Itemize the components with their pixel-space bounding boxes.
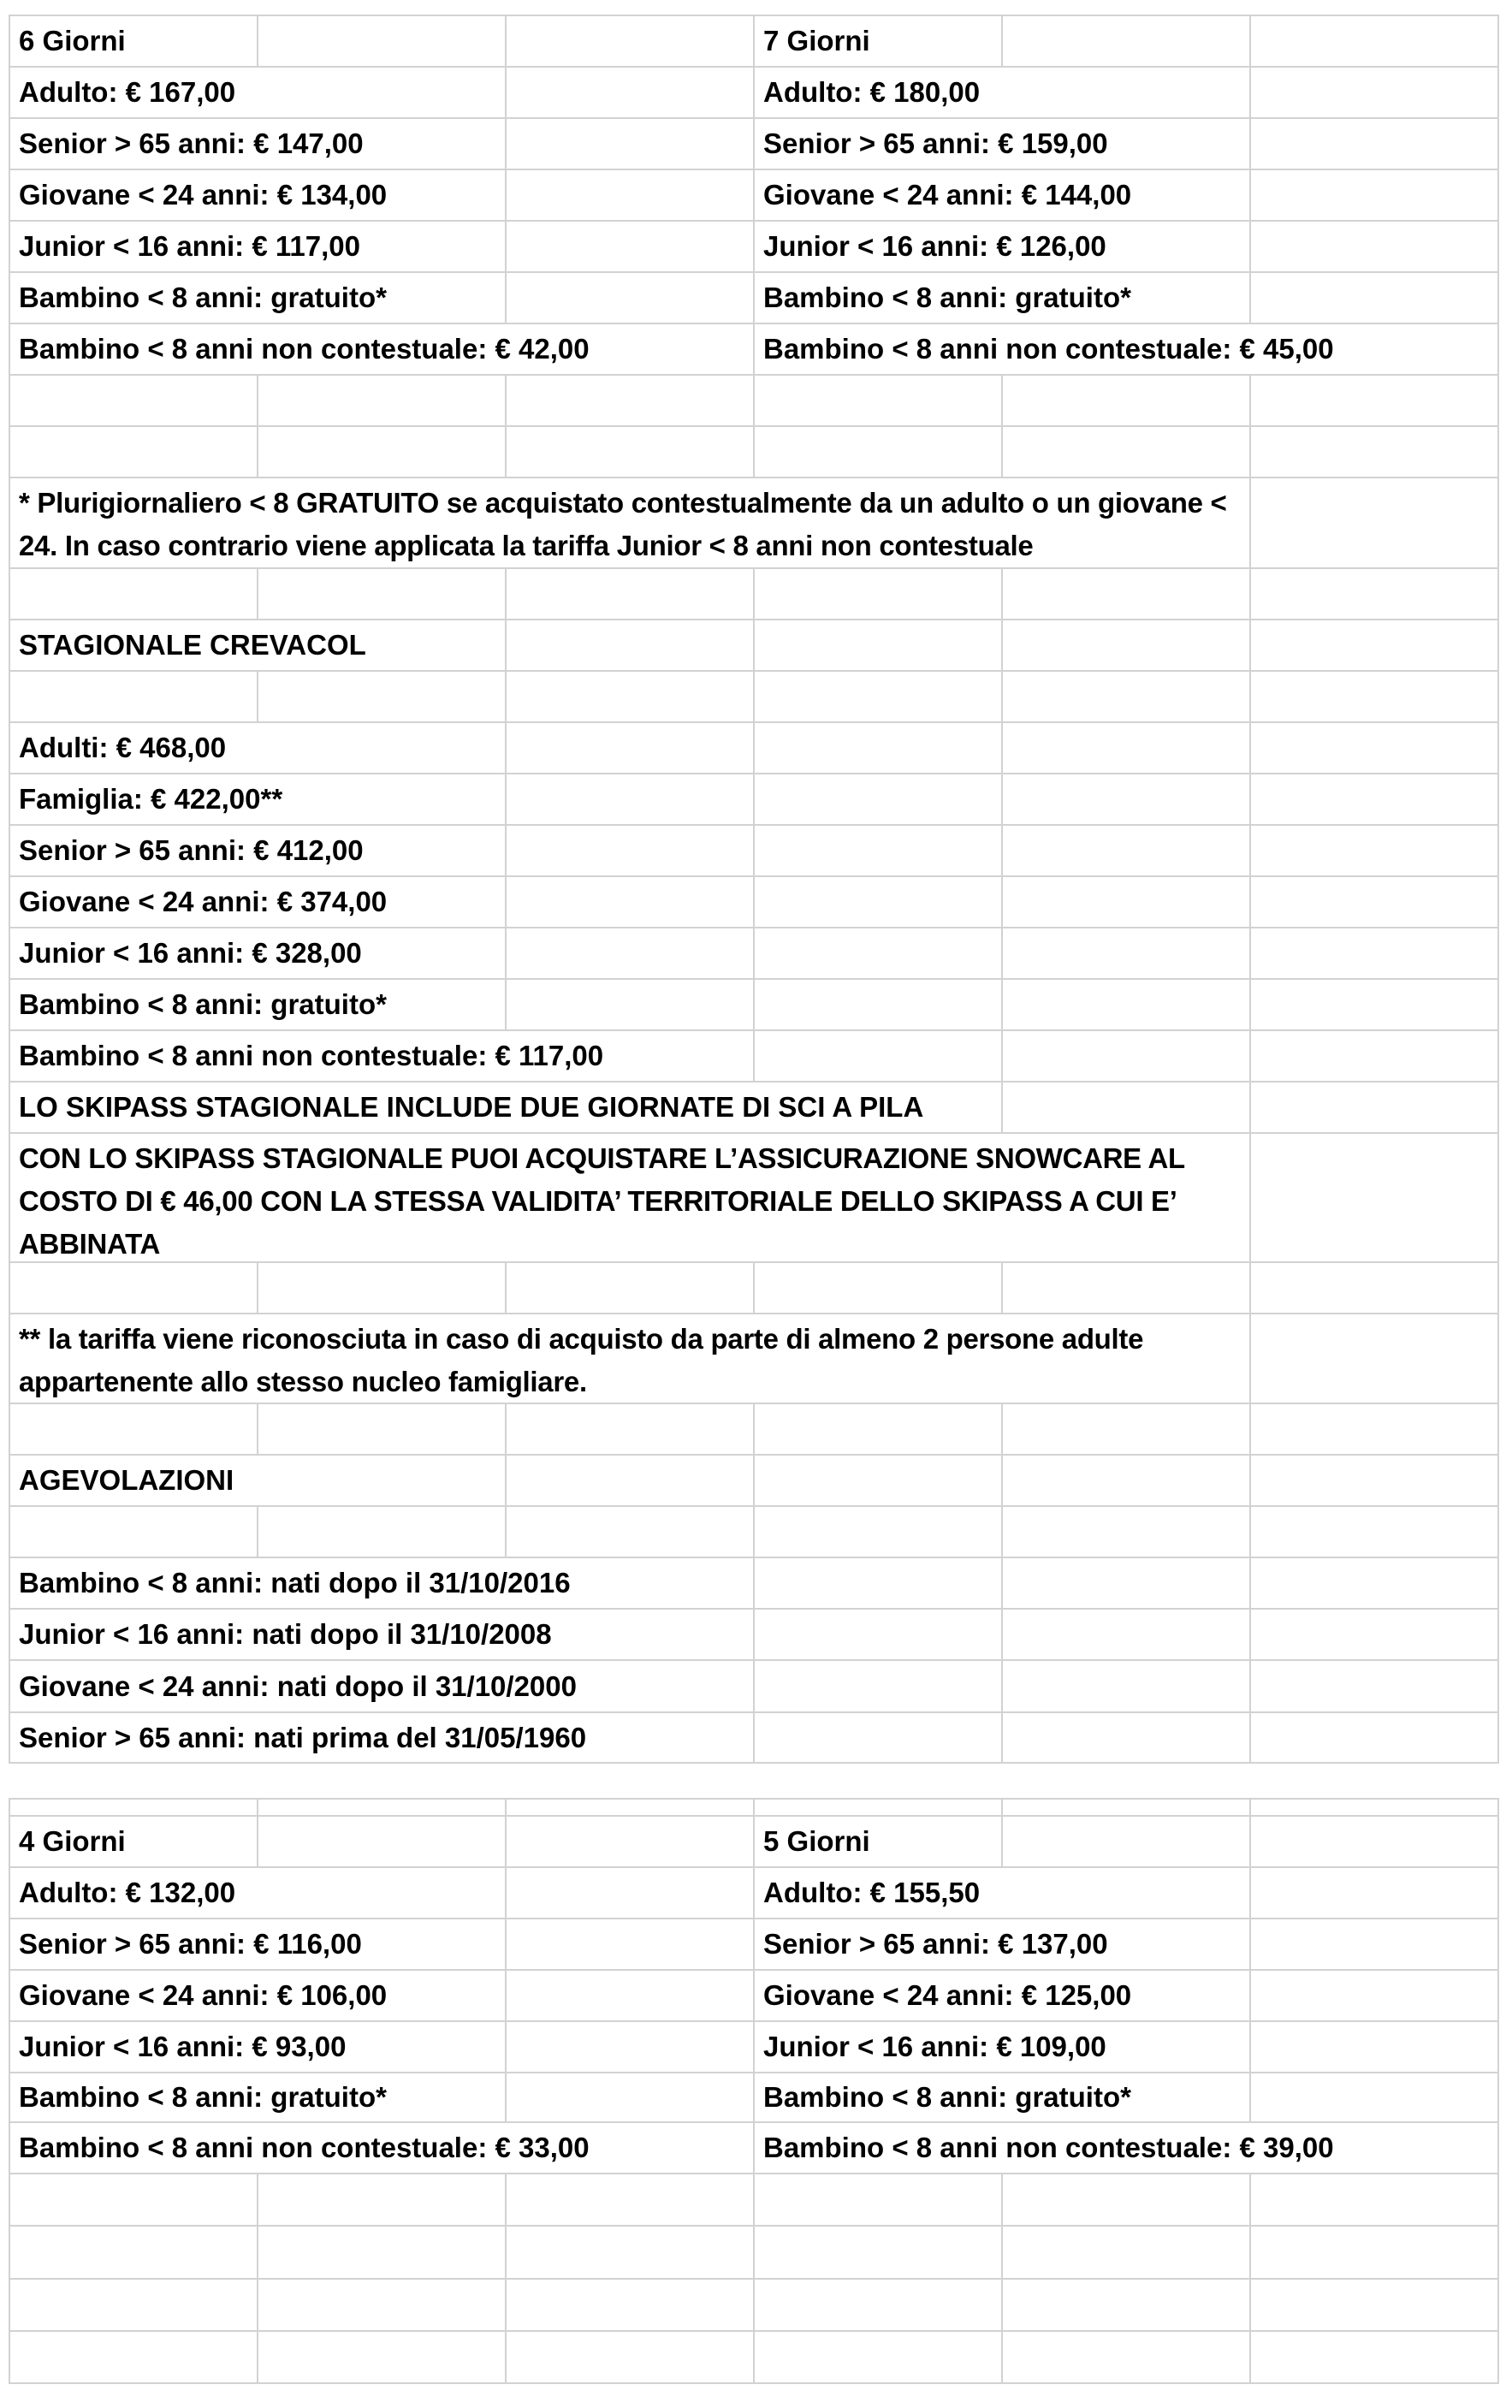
cell-text: Junior < 16 anni: € 328,00 bbox=[19, 937, 362, 969]
table-cell[interactable] bbox=[755, 68, 1251, 119]
table-cell[interactable] bbox=[10, 1314, 1251, 1404]
table-cell[interactable] bbox=[1003, 2227, 1251, 2280]
table-cell[interactable] bbox=[755, 2022, 1251, 2073]
table-cell[interactable] bbox=[507, 427, 755, 478]
cell-text: Adulto: € 180,00 bbox=[763, 76, 981, 108]
cell-text: Bambino < 8 anni non contestuale: € 117,00 bbox=[19, 1040, 604, 1071]
table-cell[interactable] bbox=[1003, 877, 1251, 928]
table-cell[interactable] bbox=[755, 1404, 1003, 1456]
table-cell[interactable] bbox=[10, 1134, 1251, 1263]
table-cell[interactable] bbox=[755, 980, 1003, 1031]
table-cell[interactable] bbox=[1251, 170, 1499, 222]
table-cell[interactable] bbox=[755, 1456, 1003, 1507]
table-cell[interactable] bbox=[1251, 1314, 1499, 1404]
table-cell[interactable] bbox=[755, 826, 1003, 877]
cell-text: Giovane < 24 anni: € 374,00 bbox=[19, 886, 388, 917]
table-cell[interactable] bbox=[1003, 826, 1251, 877]
cell-text: Bambino < 8 anni non contestuale: € 42,00 bbox=[19, 333, 590, 365]
table-cell[interactable] bbox=[507, 2227, 755, 2280]
table-cell[interactable] bbox=[755, 1031, 1003, 1082]
table-cell[interactable] bbox=[1251, 774, 1499, 826]
table-cell[interactable] bbox=[1251, 2174, 1499, 2227]
cell-text: Bambino < 8 anni: gratuito* bbox=[19, 282, 387, 313]
table-cell[interactable] bbox=[1003, 2332, 1251, 2384]
table-cell[interactable] bbox=[507, 723, 755, 774]
table-cell[interactable] bbox=[10, 1868, 507, 1919]
table-cell[interactable] bbox=[1251, 273, 1499, 324]
table-cell[interactable] bbox=[755, 1661, 1003, 1713]
table-cell[interactable] bbox=[1251, 1610, 1499, 1661]
table-cell[interactable] bbox=[10, 1919, 507, 1971]
table-cell[interactable] bbox=[1251, 1971, 1499, 2022]
table-cell[interactable] bbox=[1003, 980, 1251, 1031]
table-cell[interactable] bbox=[1003, 1800, 1251, 1817]
table-cell[interactable] bbox=[755, 2227, 1003, 2280]
table-cell[interactable] bbox=[10, 2123, 755, 2174]
cell-text: Giovane < 24 anni: € 106,00 bbox=[19, 1979, 388, 2011]
table-cell[interactable] bbox=[10, 2227, 258, 2280]
table-cell[interactable] bbox=[755, 672, 1003, 723]
table-cell[interactable] bbox=[1251, 2022, 1499, 2073]
table-cell[interactable] bbox=[1251, 2332, 1499, 2384]
table-cell[interactable] bbox=[507, 2022, 755, 2073]
cell-text: Adulto: € 155,50 bbox=[763, 1877, 981, 1908]
table-cell[interactable] bbox=[507, 1971, 755, 2022]
table-cell[interactable] bbox=[1251, 569, 1499, 620]
table-cell[interactable] bbox=[1251, 1919, 1499, 1971]
table-cell[interactable] bbox=[507, 2073, 755, 2123]
table-cell[interactable] bbox=[755, 1263, 1003, 1314]
table-cell[interactable] bbox=[1251, 1404, 1499, 1456]
cell-text: Giovane < 24 anni: € 144,00 bbox=[763, 179, 1132, 211]
table-cell[interactable] bbox=[1251, 672, 1499, 723]
cell-text: Junior < 16 anni: nati dopo il 31/10/2008 bbox=[19, 1618, 552, 1650]
table-cell[interactable] bbox=[1251, 1558, 1499, 1610]
table-cell[interactable] bbox=[507, 2332, 755, 2384]
cell-text: 5 Giorni bbox=[763, 1825, 870, 1857]
table-cell[interactable] bbox=[755, 1800, 1003, 1817]
table-cell[interactable] bbox=[10, 2280, 258, 2332]
cell-text: Senior > 65 anni: € 137,00 bbox=[763, 1928, 1108, 1960]
table-cell[interactable] bbox=[258, 1404, 507, 1456]
table-cell[interactable] bbox=[10, 2174, 258, 2227]
table-cell[interactable] bbox=[755, 1713, 1003, 1764]
table-cell[interactable] bbox=[258, 672, 507, 723]
cell-text: Giovane < 24 anni: € 125,00 bbox=[763, 1979, 1132, 2011]
table-cell[interactable] bbox=[10, 1404, 258, 1456]
cell-text: Adulto: € 167,00 bbox=[19, 76, 236, 108]
cell-text: Bambino < 8 anni: gratuito* bbox=[763, 2081, 1131, 2113]
cell-text: 4 Giorni bbox=[19, 1825, 126, 1857]
table-cell[interactable] bbox=[1251, 1456, 1499, 1507]
pricing-table-bottom bbox=[9, 1798, 1499, 2384]
table-cell[interactable] bbox=[1251, 1868, 1499, 1919]
table-cell[interactable] bbox=[10, 222, 507, 273]
table-cell[interactable] bbox=[755, 427, 1003, 478]
table-cell[interactable] bbox=[10, 877, 507, 928]
table-cell[interactable] bbox=[755, 2332, 1003, 2384]
table-cell[interactable] bbox=[755, 620, 1003, 672]
table-cell[interactable] bbox=[755, 324, 1499, 376]
cell-text: Giovane < 24 anni: nati dopo il 31/10/2000 bbox=[19, 1670, 577, 1702]
table-cell[interactable] bbox=[10, 1713, 755, 1764]
table-cell[interactable] bbox=[507, 119, 755, 170]
table-cell[interactable] bbox=[10, 1971, 507, 2022]
table-cell[interactable] bbox=[755, 1507, 1003, 1558]
table-cell[interactable] bbox=[1251, 2280, 1499, 2332]
table-cell[interactable] bbox=[10, 273, 507, 324]
table-cell[interactable] bbox=[10, 723, 507, 774]
table-cell[interactable] bbox=[1251, 877, 1499, 928]
table-cell[interactable] bbox=[10, 980, 507, 1031]
cell-text: Bambino < 8 anni non contestuale: € 45,00 bbox=[763, 333, 1334, 365]
table-cell[interactable] bbox=[755, 2174, 1003, 2227]
table-cell[interactable] bbox=[10, 672, 258, 723]
cell-text: Junior < 16 anni: € 93,00 bbox=[19, 2031, 347, 2062]
table-cell[interactable] bbox=[10, 1507, 258, 1558]
table-cell[interactable] bbox=[507, 68, 755, 119]
table-cell[interactable] bbox=[1003, 16, 1251, 68]
table-cell[interactable] bbox=[1251, 1713, 1499, 1764]
table-cell[interactable] bbox=[1003, 774, 1251, 826]
table-cell[interactable] bbox=[1251, 2227, 1499, 2280]
table-cell[interactable] bbox=[1251, 478, 1499, 569]
table-cell[interactable] bbox=[1251, 119, 1499, 170]
table-cell[interactable] bbox=[1003, 2174, 1251, 2227]
cell-text: ** la tariffa viene riconosciuta in caso di acquisto da parte di almeno 2 persone adulte appartenente allo stesso nucleo famigliare. bbox=[19, 1323, 1144, 1397]
table-cell[interactable] bbox=[507, 620, 755, 672]
table-cell[interactable] bbox=[507, 1800, 755, 1817]
table-cell[interactable] bbox=[10, 1661, 755, 1713]
table-cell[interactable] bbox=[10, 569, 258, 620]
table-cell[interactable] bbox=[1003, 620, 1251, 672]
table-cell[interactable] bbox=[1003, 376, 1251, 427]
table-cell[interactable] bbox=[507, 1919, 755, 1971]
table-cell[interactable] bbox=[258, 2174, 507, 2227]
table-cell[interactable] bbox=[755, 928, 1003, 980]
table-cell[interactable] bbox=[10, 774, 507, 826]
table-cell[interactable] bbox=[755, 877, 1003, 928]
table-cell[interactable] bbox=[507, 774, 755, 826]
table-cell[interactable] bbox=[10, 170, 507, 222]
cell-text: Bambino < 8 anni non contestuale: € 33,00 bbox=[19, 2132, 590, 2163]
table-cell[interactable] bbox=[755, 273, 1251, 324]
table-cell[interactable] bbox=[1251, 1661, 1499, 1713]
table-cell[interactable] bbox=[258, 2280, 507, 2332]
table-cell[interactable] bbox=[507, 826, 755, 877]
table-cell[interactable] bbox=[1003, 1713, 1251, 1764]
table-cell[interactable] bbox=[1251, 826, 1499, 877]
table-cell[interactable] bbox=[755, 16, 1003, 68]
table-cell[interactable] bbox=[1251, 1082, 1499, 1134]
table-cell[interactable] bbox=[1251, 1817, 1499, 1868]
table-cell[interactable] bbox=[507, 877, 755, 928]
table-cell[interactable] bbox=[258, 1263, 507, 1314]
table-cell[interactable] bbox=[507, 1263, 755, 1314]
table-cell[interactable] bbox=[10, 1263, 258, 1314]
table-cell[interactable] bbox=[507, 569, 755, 620]
table-cell[interactable] bbox=[507, 1507, 755, 1558]
table-cell[interactable] bbox=[10, 928, 507, 980]
cell-text: LO SKIPASS STAGIONALE INCLUDE DUE GIORNATE DI SCI A PILA bbox=[19, 1091, 924, 1123]
table-cell[interactable] bbox=[258, 376, 507, 427]
cell-text: 7 Giorni bbox=[763, 25, 870, 56]
table-cell[interactable] bbox=[1251, 1800, 1499, 1817]
cell-text: Adulti: € 468,00 bbox=[19, 732, 227, 763]
table-cell[interactable] bbox=[755, 119, 1251, 170]
table-cell[interactable] bbox=[755, 170, 1251, 222]
table-cell[interactable] bbox=[258, 16, 507, 68]
table-cell[interactable] bbox=[10, 620, 507, 672]
table-cell[interactable] bbox=[1251, 1263, 1499, 1314]
cell-text: Senior > 65 anni: € 147,00 bbox=[19, 128, 364, 159]
cell-text: Junior < 16 anni: € 126,00 bbox=[763, 230, 1106, 262]
cell-text: STAGIONALE CREVACOL bbox=[19, 629, 366, 661]
table-cell[interactable] bbox=[10, 1558, 755, 1610]
table-cell[interactable] bbox=[755, 222, 1251, 273]
table-cell[interactable] bbox=[507, 980, 755, 1031]
table-cell[interactable] bbox=[1003, 427, 1251, 478]
table-cell[interactable] bbox=[1251, 376, 1499, 427]
cell-text: Bambino < 8 anni: gratuito* bbox=[763, 282, 1131, 313]
cell-text: Senior > 65 anni: € 116,00 bbox=[19, 1928, 362, 1960]
cell-text: Bambino < 8 anni non contestuale: € 39,00 bbox=[763, 2132, 1334, 2163]
table-cell[interactable] bbox=[755, 2073, 1251, 2123]
table-cell[interactable] bbox=[755, 1817, 1003, 1868]
table-cell[interactable] bbox=[258, 1800, 507, 1817]
cell-text: Junior < 16 anni: € 117,00 bbox=[19, 230, 360, 262]
table-cell[interactable] bbox=[258, 2227, 507, 2280]
table-cell[interactable] bbox=[10, 16, 258, 68]
table-cell[interactable] bbox=[507, 16, 755, 68]
table-cell[interactable] bbox=[755, 1868, 1251, 1919]
table-cell[interactable] bbox=[258, 1817, 507, 1868]
table-cell[interactable] bbox=[507, 672, 755, 723]
table-cell[interactable] bbox=[10, 119, 507, 170]
table-cell[interactable] bbox=[507, 928, 755, 980]
table-cell[interactable] bbox=[507, 222, 755, 273]
table-cell[interactable] bbox=[507, 376, 755, 427]
table-cell[interactable] bbox=[507, 1404, 755, 1456]
table-cell[interactable] bbox=[1251, 620, 1499, 672]
table-cell[interactable] bbox=[10, 2332, 258, 2384]
table-cell[interactable] bbox=[1251, 427, 1499, 478]
cell-text: Giovane < 24 anni: € 134,00 bbox=[19, 179, 388, 211]
table-cell[interactable] bbox=[507, 170, 755, 222]
table-cell[interactable] bbox=[1251, 2073, 1499, 2123]
table-cell[interactable] bbox=[10, 324, 755, 376]
table-cell[interactable] bbox=[1003, 1456, 1251, 1507]
cell-text: Junior < 16 anni: € 109,00 bbox=[763, 2031, 1106, 2062]
table-cell[interactable] bbox=[258, 427, 507, 478]
cell-text: 6 Giorni bbox=[19, 25, 126, 56]
table-cell[interactable] bbox=[755, 1558, 1003, 1610]
table-cell[interactable] bbox=[1003, 1031, 1251, 1082]
table-cell[interactable] bbox=[1003, 1661, 1251, 1713]
table-cell[interactable] bbox=[1003, 1404, 1251, 1456]
table-cell[interactable] bbox=[1251, 68, 1499, 119]
table-cell[interactable] bbox=[507, 273, 755, 324]
table-cell[interactable] bbox=[1003, 1610, 1251, 1661]
cell-text: Famiglia: € 422,00** bbox=[19, 783, 283, 815]
table-cell[interactable] bbox=[755, 774, 1003, 826]
table-cell[interactable] bbox=[755, 1971, 1251, 2022]
table-cell[interactable] bbox=[507, 2174, 755, 2227]
cell-text: AGEVOLAZIONI bbox=[19, 1464, 234, 1496]
table-cell[interactable] bbox=[258, 1507, 507, 1558]
table-cell[interactable] bbox=[507, 1456, 755, 1507]
table-cell[interactable] bbox=[1003, 928, 1251, 980]
cell-text: * Plurigiornaliero < 8 GRATUITO se acquistato contestualmente da un adulto o un giovane < 24. In caso contrario viene applicata la tariffa Junior < 8 anni non contestuale bbox=[19, 487, 1227, 561]
table-cell[interactable] bbox=[10, 427, 258, 478]
table-cell[interactable] bbox=[1251, 980, 1499, 1031]
table-cell[interactable] bbox=[1251, 723, 1499, 774]
table-cell[interactable] bbox=[1003, 1558, 1251, 1610]
table-cell[interactable] bbox=[1003, 2280, 1251, 2332]
table-cell[interactable] bbox=[10, 1610, 755, 1661]
table-cell[interactable] bbox=[10, 1456, 507, 1507]
cell-text: Bambino < 8 anni: gratuito* bbox=[19, 988, 387, 1020]
cell-text: Senior > 65 anni: € 159,00 bbox=[763, 128, 1108, 159]
table-cell[interactable] bbox=[755, 723, 1003, 774]
table-cell[interactable] bbox=[10, 2073, 507, 2123]
table-cell[interactable] bbox=[755, 2280, 1003, 2332]
cell-text: Senior > 65 anni: € 412,00 bbox=[19, 834, 364, 866]
table-cell[interactable] bbox=[755, 2123, 1499, 2174]
table-cell[interactable] bbox=[10, 68, 507, 119]
table-cell[interactable] bbox=[1003, 1817, 1251, 1868]
table-cell[interactable] bbox=[1251, 1031, 1499, 1082]
table-cell[interactable] bbox=[10, 1082, 1003, 1134]
table-cell[interactable] bbox=[10, 478, 1251, 569]
table-cell[interactable] bbox=[1003, 1507, 1251, 1558]
table-cell[interactable] bbox=[1003, 1263, 1251, 1314]
table-cell[interactable] bbox=[1251, 222, 1499, 273]
cell-text: Bambino < 8 anni: nati dopo il 31/10/2016 bbox=[19, 1567, 571, 1598]
cell-text: Bambino < 8 anni: gratuito* bbox=[19, 2081, 387, 2113]
table-cell[interactable] bbox=[10, 2022, 507, 2073]
table-cell[interactable] bbox=[507, 2280, 755, 2332]
table-cell[interactable] bbox=[10, 826, 507, 877]
table-cell[interactable] bbox=[1003, 1082, 1251, 1134]
table-cell[interactable] bbox=[1251, 16, 1499, 68]
table-cell[interactable] bbox=[1003, 723, 1251, 774]
table-cell[interactable] bbox=[258, 569, 507, 620]
table-cell[interactable] bbox=[507, 1868, 755, 1919]
table-cell[interactable] bbox=[258, 2332, 507, 2384]
cell-text: Adulto: € 132,00 bbox=[19, 1877, 236, 1908]
table-cell[interactable] bbox=[1003, 672, 1251, 723]
table-cell[interactable] bbox=[10, 1800, 258, 1817]
table-cell[interactable] bbox=[755, 1610, 1003, 1661]
table-cell[interactable] bbox=[10, 376, 258, 427]
table-cell[interactable] bbox=[755, 1919, 1251, 1971]
table-cell[interactable] bbox=[1251, 1507, 1499, 1558]
table-cell[interactable] bbox=[1251, 1134, 1499, 1263]
cell-text: CON LO SKIPASS STAGIONALE PUOI ACQUISTARE L’ASSICURAZIONE SNOWCARE AL COSTO DI € 46,00 CON LA STESSA VALIDITA’ TERRITORIALE DELLO SKIPASS A CUI E’ ABBINATA bbox=[19, 1142, 1185, 1260]
table-cell[interactable] bbox=[10, 1031, 755, 1082]
table-cell[interactable] bbox=[755, 376, 1003, 427]
table-cell[interactable] bbox=[1251, 928, 1499, 980]
table-cell[interactable] bbox=[1003, 569, 1251, 620]
table-cell[interactable] bbox=[507, 1817, 755, 1868]
pricing-table-top bbox=[9, 15, 1499, 1764]
table-cell[interactable] bbox=[10, 1817, 258, 1868]
table-cell[interactable] bbox=[755, 569, 1003, 620]
cell-text: Senior > 65 anni: nati prima del 31/05/1960 bbox=[19, 1721, 587, 1753]
